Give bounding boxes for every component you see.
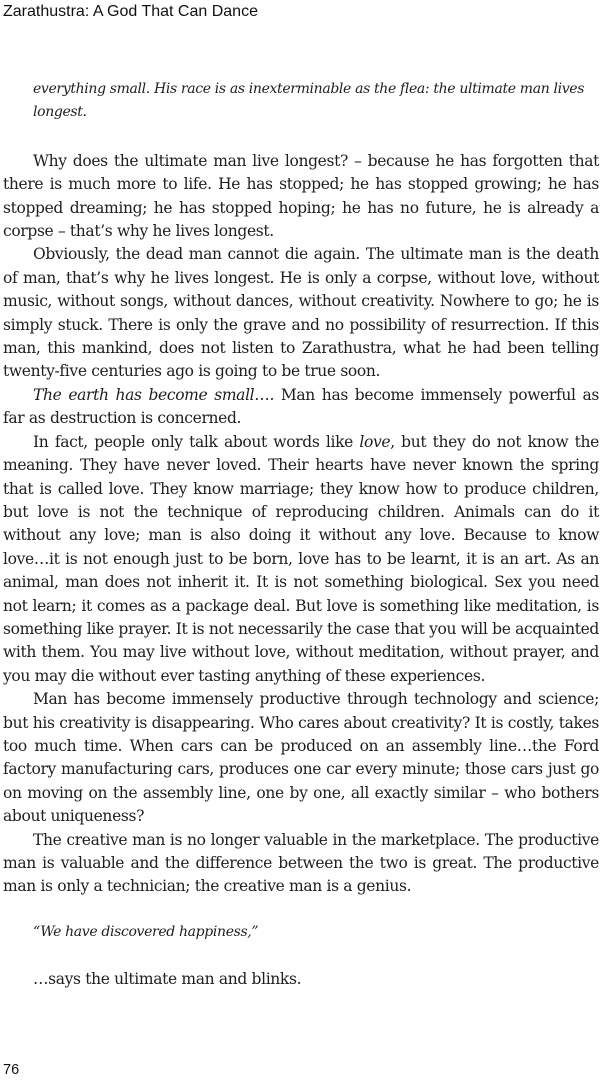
paragraph-2: Obviously, the dead man cannot die again. The ultimate man is the death of man, that’s why he lives longest. He is only a corpse, without love, without music, without songs, without dances, without creativity. Nowhere to go; he is simply stuck. There is only the grave and no possibility of resurrection. If this man, this mankind, does not listen to Zarathustra, what he had been telling twenty-five centuries ago is going to be true soon. xyxy=(3,245,599,381)
paragraph-4 xyxy=(3,431,599,688)
running-title: Zarathustra: A God That Can Dance xyxy=(3,3,258,20)
spacer xyxy=(3,944,599,968)
paragraph-1: Why does the ultimate man live longest? – because he has forgotten that there is much more to life. He has stopped; he has stopped growing; he has stopped dreaming; he has stopped hoping; he has no future, he is already a corpse – that’s why he lives longest. xyxy=(3,151,599,241)
paragraph-4-text: , but they do not know the meaning. They have never loved. Their hearts have never known the spring that is called love. They know marriage; they know how to produce children, but love is not the technique of reproducing children. Animals can do it without any love; man is also doing it without any love. Because to know love…it is not enough just to be born, love has to be learnt, it is an art. As an animal, man does not inherit it. It is not something biological. Sex you need not learn; it comes as a package deal. But love is something like meditation, is something like prayer. It is not necessarily the case that you will be acquainted with them. You may live without love, without meditation, without prayer, and you may die without ever tasting anything of these experiences. xyxy=(3,432,600,685)
spacer xyxy=(3,899,599,921)
paragraph-4-start: In fact, people only talk about words like xyxy=(33,432,360,451)
page-number: 76 xyxy=(3,1062,20,1078)
closing-line: …says the ultimate man and blinks. xyxy=(33,970,302,989)
paragraph-5: Man has become immensely productive through technology and science; but his creativity is disappearing. Who cares about creativity? It is costly, takes too much time. When cars can be produced on an assembly line…the Ford factory manufacturing cars, produces one car every minute; those cars just go on moving on the assembly line, one by one, all exactly similar – who bothers about uniqueness? xyxy=(3,690,599,826)
spacer xyxy=(3,125,599,150)
paragraph-4-italic: love xyxy=(359,432,391,451)
paragraph-3-text: Man has become immensely powerful as far as destruction is concerned. xyxy=(3,385,599,428)
paragraph-6: The creative man is no longer valuable in the marketplace. The productive man is valuable and the difference between the two is great. The productive man is only a technician; the creative man is a genius. xyxy=(3,830,599,896)
paragraph-3-italic: The earth has become small…. xyxy=(33,385,275,404)
page-body xyxy=(3,78,599,992)
paragraph-3 xyxy=(3,384,599,431)
quote-bottom: “We have discovered happiness,” xyxy=(33,923,259,940)
quote-top: everything small. His race is as inexterminable as the flea: the ultimate man lives longest. xyxy=(33,81,585,121)
